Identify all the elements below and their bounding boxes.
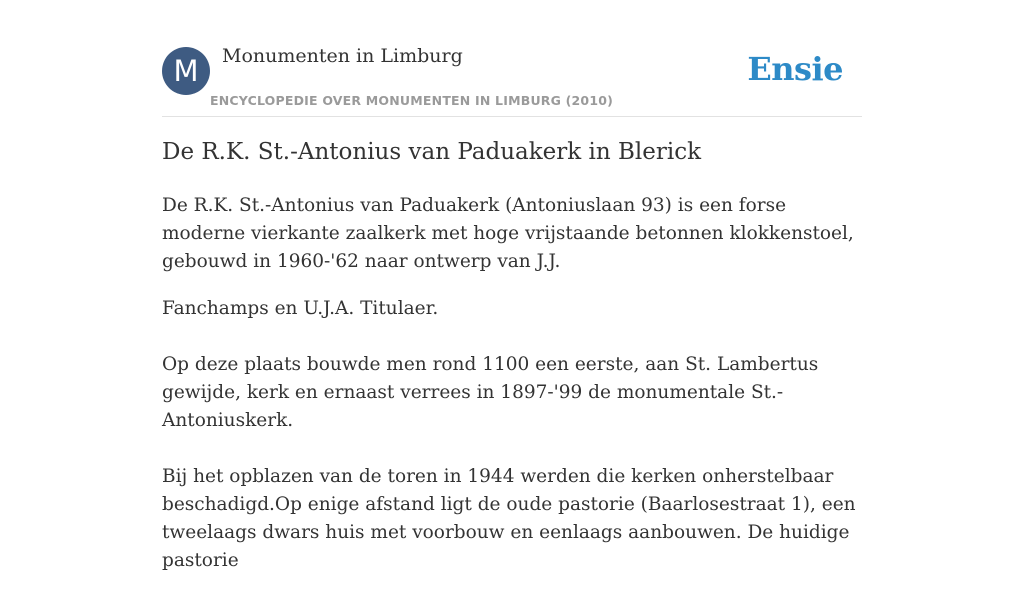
site-header xyxy=(162,0,862,117)
site-title[interactable]: Monumenten in Limburg xyxy=(222,45,463,67)
brand-logo[interactable]: Ensie xyxy=(747,50,843,88)
article-title: De R.K. St.-Antonius van Paduakerk in Blerick xyxy=(162,139,702,165)
article-paragraph: Bij het opblazen van de toren in 1944 werden die kerken onherstelbaar beschadigd.Op enige afstand ligt de oude pastorie (Baarlosestraat 1), een tweelaags dwars huis met voorbouw en eenlaags aanbouwen. De huidige pastorie xyxy=(162,466,856,571)
article-paragraph: Op deze plaats bouwde men rond 1100 een eerste, aan St. Lambertus gewijde, kerk en ernaast verrees in 1897-'99 de monumentale St.-Antoniuskerk. xyxy=(162,354,819,431)
page xyxy=(162,0,862,571)
article-body xyxy=(162,192,862,594)
avatar[interactable]: M xyxy=(162,47,210,95)
article-paragraph: De R.K. St.-Antonius van Paduakerk (Antoniuslaan 93) is een forse moderne vierkante zaalkerk met hoge vrijstaande betonnen klokkenstoel, gebouwd in 1960-'62 naar ontwerp van J.J. xyxy=(162,195,854,272)
article-paragraph: Fanchamps en U.J.A. Titulaer. xyxy=(162,298,439,319)
site-subtitle: ENCYCLOPEDIE OVER MONUMENTEN IN LIMBURG (2010) xyxy=(210,93,614,108)
